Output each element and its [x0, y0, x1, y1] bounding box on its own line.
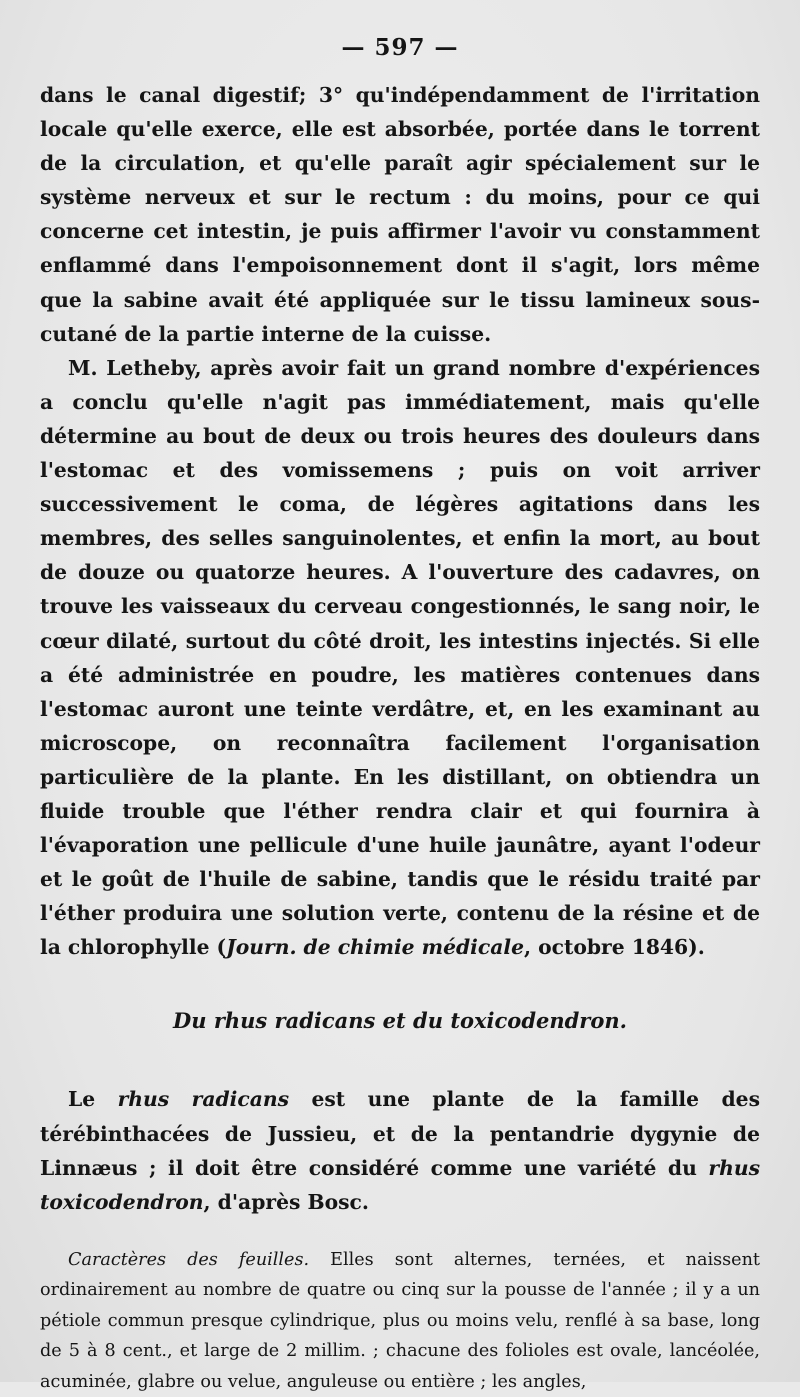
- section-heading: Du rhus radicans et du toxicodendron.: [173, 1008, 627, 1034]
- paragraph-3-lead: Le: [68, 1087, 118, 1112]
- paragraph-1-text: dans le canal digestif; 3° qu'indépendamment de l'irritation locale qu'elle exerce, elle est absorbée, portée dans le torrent de la circulation, et qu'elle paraît agir spécialement sur le système nerveux et sur le rectum : du moins, pour ce qui concerne cet intestin, je puis affirmer l'avoir vu constamment enflammé dans l'empoisonnement dont il s'agit, lors même que la sabine avait été appliquée sur le tissu lamineux sous-cutané de la partie interne de la cuisse.: [40, 83, 760, 346]
- page-number: — 597 —: [341, 34, 459, 61]
- paragraph-4: [40, 1245, 760, 1397]
- paragraph-2-end: , octobre 1846).: [523, 935, 705, 960]
- paragraph-3: [40, 1082, 760, 1218]
- paragraph-2-main: M. Letheby, après avoir fait un grand nombre d'expériences a conclu qu'elle n'agit pas immédiatement, mais qu'elle détermine au bout de deux ou trois heures des douleurs dans l'estomac et des vomissemens ; puis on voit arriver successivement le coma, de légères agitations dans les membres, des selles sanguinolentes, et enfin la mort, au bout de douze ou quatorze heures. A l'ouverture des cadavres, on trouve les vaisseaux du cerveau congestionnés, le sang noir, le cœur dilaté, surtout du côté droit, les intestins injectés. Si elle a été administrée en poudre, les matières contenues dans l'estomac auront une teinte verdâtre, et, en les examinant au microscope, on reconnaîtra facilement l'organisation particulière de la plante. En les distillant, on obtiendra un fluide trouble que l'éther rendra clair et qui fournira à l'évaporation une pellicule d'une huile jaunâtre, ayant l'odeur et le goût de l'huile de sabine, tandis que le résidu traité par l'éther produira une solution verte, contenu de la résine et de la chlorophylle (: [40, 355, 760, 960]
- paragraph-3-term-1: rhus radicans: [117, 1087, 290, 1112]
- paragraph-3-term-2: rhus toxicodendron: [40, 1155, 760, 1214]
- paragraph-4-label: Caractères des feuilles.: [68, 1249, 310, 1270]
- paragraph-3-end: , d'après Bosc.: [203, 1189, 369, 1214]
- paragraph-4-text: Elles sont alternes, ternées, et naissent ordinairement au nombre de quatre ou cinq sur la pousse de l'année ; il y a un pétiole commun presque cylindrique, plus ou moins velu, renflé à sa base, long de 5 à 8 cent., et large de 2 millim. ; chacune des folioles est ovale, lancéolée, acuminée, glabre ou velue, anguleuse ou entière ; les angles,: [40, 1249, 760, 1392]
- paragraph-1: [40, 78, 760, 351]
- paragraph-2-reference: Journ. de chimie médicale: [226, 935, 524, 960]
- paragraph-3-mid: est une plante de la famille des térébinthacées de Jussieu, et de la pentandrie dygynie de Linnæus ; il doit être considéré comme une variété du: [40, 1087, 760, 1180]
- paragraph-2: [40, 351, 760, 965]
